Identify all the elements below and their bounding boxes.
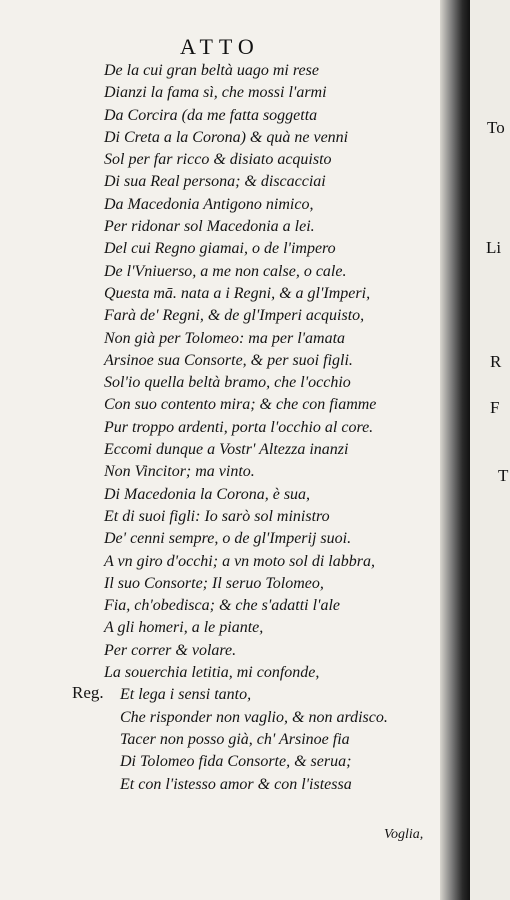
verse-line: Con suo contento mira; & che con fiamme bbox=[104, 396, 377, 414]
verse-line: Da Macedonia Antigono nimico, bbox=[104, 195, 314, 213]
facing-page-edge bbox=[470, 0, 510, 900]
verse-line: Del cui Regno giamai, o de l'impero bbox=[104, 240, 336, 258]
facing-fragment: T bbox=[498, 466, 509, 485]
verse-line: Questa mā. nata a i Regni, & a gl'Imperi, bbox=[104, 284, 371, 302]
reply-line: Tacer non posso già, ch' Arsinoe fia bbox=[120, 730, 350, 748]
verse-line: Non Vincitor; ma vinto. bbox=[104, 463, 255, 481]
verse-line: A gli homeri, a le piante, bbox=[104, 619, 264, 637]
verse-line: Da Corcira (da me fatta soggetta bbox=[104, 106, 318, 124]
verse-line: Sol per far ricco & disiato acquisto bbox=[104, 151, 332, 169]
verse-line: Fia, ch'obedisca; & che s'adatti l'ale bbox=[104, 597, 340, 615]
facing-fragment: To bbox=[487, 118, 505, 137]
page-header: ATTO bbox=[180, 34, 260, 59]
verse-line: Per correr & volare. bbox=[104, 641, 237, 659]
facing-fragment: Li bbox=[486, 238, 502, 257]
reply-line: Di Tolomeo fida Consorte, & serua; bbox=[120, 753, 352, 771]
verse-line: De l'Vniuerso, a me non calse, o cale. bbox=[104, 262, 347, 280]
reply-line: La souerchia letitia, mi confonde, bbox=[104, 664, 320, 682]
speaker-label: Reg. bbox=[72, 683, 104, 702]
reply-line: Et lega i sensi tanto, bbox=[120, 686, 252, 704]
verse-block bbox=[104, 60, 444, 796]
verse-line: De' cenni sempre, o de gl'Imperij suoi. bbox=[104, 530, 352, 548]
verse-line: Dianzi la fama sì, che mossi l'armi bbox=[104, 84, 327, 102]
verse-line: Per ridonar sol Macedonia a lei. bbox=[104, 218, 315, 236]
verse-line: Il suo Consorte; Il seruo Tolomeo, bbox=[104, 574, 324, 592]
reply-line: Che risponder non vaglio, & non ardisco. bbox=[120, 708, 388, 726]
facing-fragment: R bbox=[490, 352, 502, 371]
catchword: Voglia, bbox=[384, 827, 424, 842]
book-gutter bbox=[440, 0, 470, 900]
verse-line: De la cui gran beltà uago mi rese bbox=[104, 62, 319, 79]
verse-line: Arsinoe sua Consorte, & per suoi figli. bbox=[104, 351, 353, 369]
verse-line: Sol'io quella beltà bramo, che l'occhio bbox=[104, 374, 351, 392]
verse-line: Non già per Tolomeo: ma per l'amata bbox=[104, 329, 346, 347]
verse-line: Et di suoi figli: Io sarò sol ministro bbox=[104, 507, 330, 525]
verse-line: Farà de' Regni, & de gl'Imperi acquisto, bbox=[104, 307, 365, 325]
verse-line: Pur troppo ardenti, porta l'occhio al core. bbox=[104, 418, 374, 436]
verse-line: Di sua Real persona; & discacciai bbox=[104, 173, 326, 191]
verse-line: Di Macedonia la Corona, è sua, bbox=[104, 485, 311, 503]
reply-line: Et con l'istesso amor & con l'istessa bbox=[120, 775, 352, 793]
verse-line: A vn giro d'occhi; a vn moto sol di labbra, bbox=[104, 552, 375, 570]
verse-line: Eccomi dunque a Vostr' Altezza inanzi bbox=[104, 441, 349, 459]
facing-fragment: F bbox=[490, 398, 500, 417]
verse-line: Di Creta a la Corona) & quà ne venni bbox=[104, 128, 349, 146]
